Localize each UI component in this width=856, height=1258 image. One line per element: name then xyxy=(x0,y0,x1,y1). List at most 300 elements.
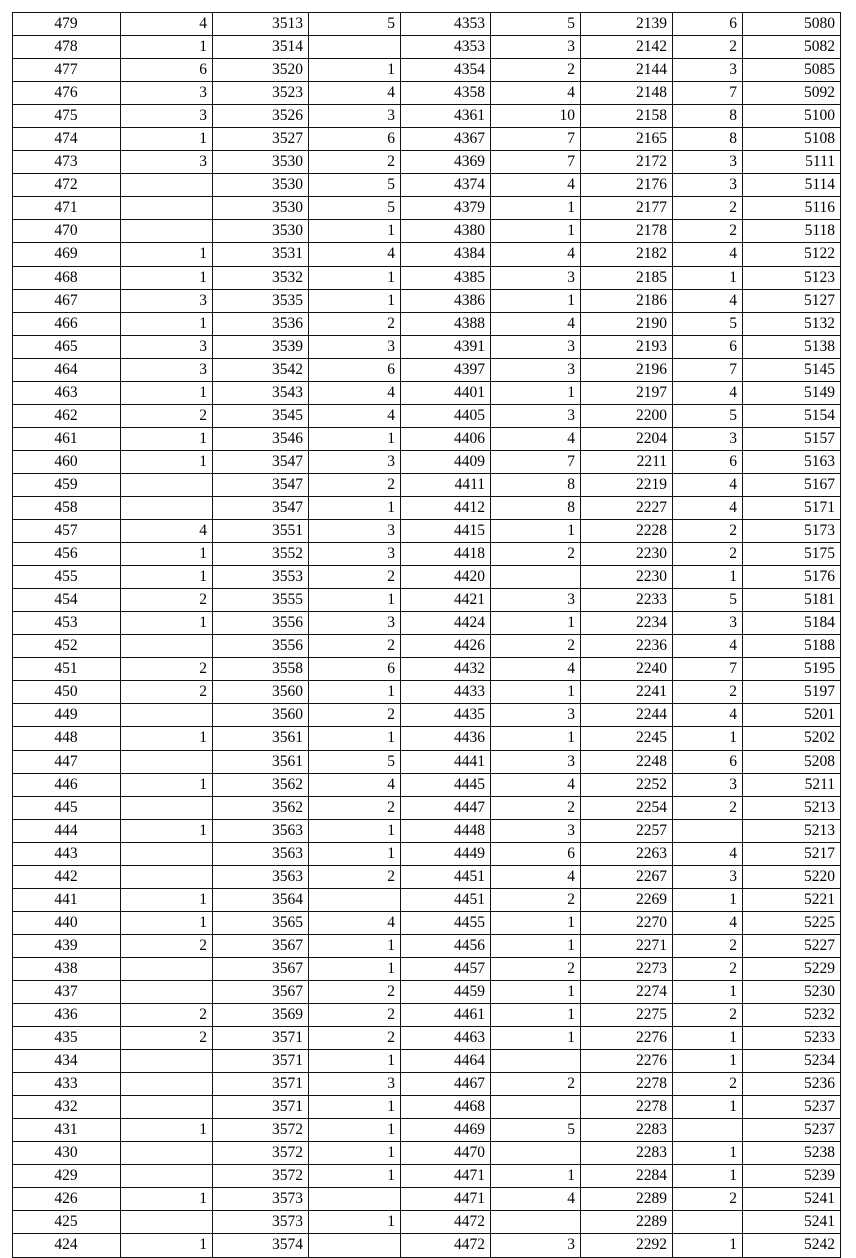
table-cell[interactable]: 4 xyxy=(309,82,401,105)
table-cell[interactable]: 3562 xyxy=(213,796,309,819)
table-cell[interactable]: 2211 xyxy=(581,450,673,473)
table-cell[interactable]: 5092 xyxy=(743,82,841,105)
table-cell[interactable]: 3556 xyxy=(213,612,309,635)
table-cell[interactable]: 1 xyxy=(121,911,213,934)
table-cell[interactable]: 4 xyxy=(309,404,401,427)
table-cell[interactable]: 2 xyxy=(491,59,581,82)
table-cell[interactable]: 5241 xyxy=(743,1188,841,1211)
table-cell[interactable]: 2165 xyxy=(581,128,673,151)
table-cell[interactable]: 5080 xyxy=(743,13,841,36)
table-cell[interactable]: 5242 xyxy=(743,1234,841,1257)
table-cell[interactable]: 2254 xyxy=(581,796,673,819)
table-cell[interactable]: 3547 xyxy=(213,496,309,519)
table-cell[interactable]: 5221 xyxy=(743,888,841,911)
table-row[interactable] xyxy=(13,289,841,312)
table-cell[interactable]: 5213 xyxy=(743,796,841,819)
table-cell[interactable]: 2 xyxy=(309,635,401,658)
table-cell[interactable]: 1 xyxy=(309,681,401,704)
table-cell[interactable] xyxy=(121,473,213,496)
table-cell[interactable]: 1 xyxy=(309,727,401,750)
table-cell[interactable]: 3 xyxy=(491,36,581,59)
table-cell[interactable]: 443 xyxy=(13,842,121,865)
table-cell[interactable]: 3553 xyxy=(213,566,309,589)
table-cell[interactable]: 3 xyxy=(309,543,401,566)
table-cell[interactable]: 4435 xyxy=(401,704,491,727)
table-cell[interactable]: 3546 xyxy=(213,427,309,450)
table-cell[interactable]: 1 xyxy=(309,934,401,957)
table-cell[interactable]: 1 xyxy=(673,1027,743,1050)
table-cell[interactable]: 3 xyxy=(491,358,581,381)
table-cell[interactable]: 8 xyxy=(673,105,743,128)
table-cell[interactable]: 1 xyxy=(309,1211,401,1234)
table-cell[interactable]: 3539 xyxy=(213,335,309,358)
table-cell[interactable]: 5201 xyxy=(743,704,841,727)
table-cell[interactable]: 462 xyxy=(13,404,121,427)
table-cell[interactable]: 5227 xyxy=(743,934,841,957)
table-cell[interactable]: 5217 xyxy=(743,842,841,865)
table-cell[interactable]: 3 xyxy=(121,358,213,381)
table-cell[interactable]: 2200 xyxy=(581,404,673,427)
table-cell[interactable]: 5 xyxy=(673,312,743,335)
table-cell[interactable]: 3547 xyxy=(213,450,309,473)
table-cell[interactable]: 3 xyxy=(673,612,743,635)
table-cell[interactable] xyxy=(491,1211,581,1234)
table-row[interactable] xyxy=(13,957,841,980)
table-cell[interactable]: 4471 xyxy=(401,1165,491,1188)
table-cell[interactable]: 4369 xyxy=(401,151,491,174)
table-cell[interactable]: 424 xyxy=(13,1234,121,1257)
table-cell[interactable]: 3571 xyxy=(213,1073,309,1096)
table-cell[interactable]: 2177 xyxy=(581,197,673,220)
table-cell[interactable]: 2 xyxy=(491,1073,581,1096)
table-cell[interactable]: 1 xyxy=(309,59,401,82)
table-cell[interactable] xyxy=(673,819,743,842)
table-cell[interactable]: 1 xyxy=(491,381,581,404)
table-cell[interactable]: 2228 xyxy=(581,520,673,543)
table-cell[interactable]: 2 xyxy=(673,1073,743,1096)
table-cell[interactable]: 2 xyxy=(121,658,213,681)
table-cell[interactable]: 5232 xyxy=(743,1004,841,1027)
table-cell[interactable]: 5238 xyxy=(743,1142,841,1165)
table-cell[interactable]: 4 xyxy=(673,381,743,404)
table-cell[interactable]: 4412 xyxy=(401,496,491,519)
table-cell[interactable]: 4 xyxy=(491,243,581,266)
table-cell[interactable]: 4415 xyxy=(401,520,491,543)
table-cell[interactable]: 4 xyxy=(309,243,401,266)
table-cell[interactable]: 430 xyxy=(13,1142,121,1165)
table-cell[interactable]: 5123 xyxy=(743,266,841,289)
table-cell[interactable]: 1 xyxy=(491,197,581,220)
table-row[interactable] xyxy=(13,773,841,796)
table-cell[interactable]: 471 xyxy=(13,197,121,220)
table-cell[interactable]: 437 xyxy=(13,980,121,1003)
table-cell[interactable]: 1 xyxy=(309,1119,401,1142)
table-cell[interactable]: 5163 xyxy=(743,450,841,473)
table-cell[interactable]: 2197 xyxy=(581,381,673,404)
table-cell[interactable]: 4353 xyxy=(401,36,491,59)
table-cell[interactable] xyxy=(121,865,213,888)
table-row[interactable] xyxy=(13,1119,841,1142)
table-cell[interactable]: 5108 xyxy=(743,128,841,151)
table-cell[interactable]: 2 xyxy=(121,589,213,612)
table-cell[interactable]: 7 xyxy=(491,151,581,174)
table-cell[interactable]: 5181 xyxy=(743,589,841,612)
table-cell[interactable]: 2 xyxy=(673,934,743,957)
table-cell[interactable]: 6 xyxy=(673,335,743,358)
table-cell[interactable]: 2230 xyxy=(581,543,673,566)
table-row[interactable] xyxy=(13,1188,841,1211)
table-cell[interactable]: 4384 xyxy=(401,243,491,266)
table-cell[interactable]: 2193 xyxy=(581,335,673,358)
table-row[interactable] xyxy=(13,105,841,128)
table-cell[interactable]: 3 xyxy=(673,59,743,82)
table-cell[interactable]: 2292 xyxy=(581,1234,673,1257)
table-cell[interactable]: 4 xyxy=(491,427,581,450)
table-cell[interactable]: 4 xyxy=(673,473,743,496)
table-cell[interactable]: 3 xyxy=(491,404,581,427)
table-cell[interactable]: 5154 xyxy=(743,404,841,427)
table-cell[interactable]: 1 xyxy=(491,911,581,934)
table-cell[interactable]: 1 xyxy=(121,1119,213,1142)
table-cell[interactable]: 5 xyxy=(309,13,401,36)
table-cell[interactable]: 3 xyxy=(121,289,213,312)
table-cell[interactable]: 2230 xyxy=(581,566,673,589)
table-cell[interactable]: 429 xyxy=(13,1165,121,1188)
table-cell[interactable]: 3 xyxy=(121,82,213,105)
table-row[interactable] xyxy=(13,819,841,842)
table-cell[interactable]: 2248 xyxy=(581,750,673,773)
table-cell[interactable]: 5085 xyxy=(743,59,841,82)
table-cell[interactable]: 5138 xyxy=(743,335,841,358)
table-cell[interactable]: 476 xyxy=(13,82,121,105)
table-cell[interactable]: 1 xyxy=(491,1165,581,1188)
table-cell[interactable]: 5202 xyxy=(743,727,841,750)
table-cell[interactable]: 5116 xyxy=(743,197,841,220)
table-cell[interactable]: 2241 xyxy=(581,681,673,704)
table-cell[interactable]: 2283 xyxy=(581,1119,673,1142)
table-row[interactable] xyxy=(13,934,841,957)
table-cell[interactable] xyxy=(673,1119,743,1142)
table-cell[interactable]: 6 xyxy=(673,13,743,36)
table-cell[interactable]: 454 xyxy=(13,589,121,612)
table-cell[interactable]: 3571 xyxy=(213,1096,309,1119)
table-cell[interactable]: 4 xyxy=(491,82,581,105)
table-cell[interactable]: 2 xyxy=(309,312,401,335)
table-cell[interactable]: 4 xyxy=(491,773,581,796)
table-cell[interactable]: 5184 xyxy=(743,612,841,635)
table-cell[interactable]: 1 xyxy=(673,1165,743,1188)
table-cell[interactable]: 4459 xyxy=(401,980,491,1003)
table-row[interactable] xyxy=(13,243,841,266)
table-cell[interactable] xyxy=(121,980,213,1003)
table-cell[interactable] xyxy=(309,1188,401,1211)
table-cell[interactable]: 3 xyxy=(491,335,581,358)
table-cell[interactable] xyxy=(121,1073,213,1096)
table-cell[interactable]: 3574 xyxy=(213,1234,309,1257)
table-cell[interactable]: 2142 xyxy=(581,36,673,59)
table-cell[interactable]: 4471 xyxy=(401,1188,491,1211)
table-cell[interactable]: 4406 xyxy=(401,427,491,450)
table-cell[interactable] xyxy=(121,197,213,220)
table-cell[interactable]: 2 xyxy=(309,473,401,496)
table-row[interactable] xyxy=(13,312,841,335)
table-row[interactable] xyxy=(13,566,841,589)
table-cell[interactable]: 6 xyxy=(673,750,743,773)
table-cell[interactable] xyxy=(121,842,213,865)
table-cell[interactable]: 1 xyxy=(309,1165,401,1188)
table-cell[interactable]: 4436 xyxy=(401,727,491,750)
table-cell[interactable]: 5197 xyxy=(743,681,841,704)
table-cell[interactable]: 469 xyxy=(13,243,121,266)
table-row[interactable] xyxy=(13,197,841,220)
table-cell[interactable]: 2278 xyxy=(581,1073,673,1096)
table-cell[interactable]: 1 xyxy=(121,819,213,842)
table-row[interactable] xyxy=(13,266,841,289)
table-cell[interactable]: 3 xyxy=(491,1234,581,1257)
table-cell[interactable]: 2190 xyxy=(581,312,673,335)
table-cell[interactable]: 3 xyxy=(673,151,743,174)
table-cell[interactable]: 4353 xyxy=(401,13,491,36)
table-cell[interactable]: 4457 xyxy=(401,957,491,980)
table-cell[interactable]: 5229 xyxy=(743,957,841,980)
table-cell[interactable]: 2278 xyxy=(581,1096,673,1119)
table-cell[interactable]: 4448 xyxy=(401,819,491,842)
table-cell[interactable]: 5239 xyxy=(743,1165,841,1188)
table-cell[interactable]: 3563 xyxy=(213,842,309,865)
table-cell[interactable]: 1 xyxy=(309,589,401,612)
table-cell[interactable]: 4433 xyxy=(401,681,491,704)
table-cell[interactable]: 3530 xyxy=(213,220,309,243)
table-cell[interactable]: 4464 xyxy=(401,1050,491,1073)
table-row[interactable] xyxy=(13,220,841,243)
table-cell[interactable]: 5149 xyxy=(743,381,841,404)
table-cell[interactable]: 4391 xyxy=(401,335,491,358)
table-cell[interactable]: 431 xyxy=(13,1119,121,1142)
table-cell[interactable]: 2 xyxy=(673,681,743,704)
table-cell[interactable]: 3527 xyxy=(213,128,309,151)
table-row[interactable] xyxy=(13,496,841,519)
table-cell[interactable]: 5176 xyxy=(743,566,841,589)
table-cell[interactable]: 2139 xyxy=(581,13,673,36)
table-cell[interactable]: 4386 xyxy=(401,289,491,312)
table-cell[interactable]: 3560 xyxy=(213,704,309,727)
table-cell[interactable]: 2196 xyxy=(581,358,673,381)
table-cell[interactable]: 2 xyxy=(491,543,581,566)
table-cell[interactable]: 3551 xyxy=(213,520,309,543)
table-cell[interactable]: 479 xyxy=(13,13,121,36)
table-cell[interactable] xyxy=(121,1142,213,1165)
table-cell[interactable]: 3 xyxy=(121,151,213,174)
table-cell[interactable]: 2240 xyxy=(581,658,673,681)
table-cell[interactable]: 3514 xyxy=(213,36,309,59)
table-cell[interactable]: 4 xyxy=(673,496,743,519)
table-cell[interactable]: 3573 xyxy=(213,1188,309,1211)
table-cell[interactable]: 472 xyxy=(13,174,121,197)
table-cell[interactable]: 5236 xyxy=(743,1073,841,1096)
table-row[interactable] xyxy=(13,888,841,911)
table-cell[interactable]: 473 xyxy=(13,151,121,174)
table-cell[interactable]: 3 xyxy=(309,450,401,473)
table-row[interactable] xyxy=(13,82,841,105)
table-row[interactable] xyxy=(13,980,841,1003)
table-cell[interactable]: 433 xyxy=(13,1073,121,1096)
table-cell[interactable]: 1 xyxy=(491,289,581,312)
table-row[interactable] xyxy=(13,750,841,773)
table-cell[interactable]: 4397 xyxy=(401,358,491,381)
table-cell[interactable]: 4 xyxy=(673,911,743,934)
table-cell[interactable]: 2 xyxy=(673,957,743,980)
table-cell[interactable]: 3569 xyxy=(213,1004,309,1027)
table-cell[interactable]: 2257 xyxy=(581,819,673,842)
table-cell[interactable]: 3 xyxy=(673,773,743,796)
table-cell[interactable]: 2 xyxy=(309,1004,401,1027)
table-cell[interactable]: 3567 xyxy=(213,980,309,1003)
table-cell[interactable]: 2 xyxy=(121,404,213,427)
table-cell[interactable]: 4 xyxy=(673,289,743,312)
table-cell[interactable]: 5 xyxy=(309,174,401,197)
table-cell[interactable]: 5 xyxy=(673,589,743,612)
table-cell[interactable]: 5173 xyxy=(743,520,841,543)
table-cell[interactable]: 2 xyxy=(673,1188,743,1211)
table-cell[interactable]: 460 xyxy=(13,450,121,473)
table-cell[interactable]: 2 xyxy=(309,980,401,1003)
table-row[interactable] xyxy=(13,543,841,566)
table-cell[interactable]: 1 xyxy=(673,1096,743,1119)
table-cell[interactable]: 2 xyxy=(309,566,401,589)
table-cell[interactable]: 3 xyxy=(491,589,581,612)
table-cell[interactable]: 3542 xyxy=(213,358,309,381)
table-row[interactable] xyxy=(13,1096,841,1119)
table-cell[interactable]: 3526 xyxy=(213,105,309,128)
table-cell[interactable]: 5100 xyxy=(743,105,841,128)
table-cell[interactable]: 4470 xyxy=(401,1142,491,1165)
table-row[interactable] xyxy=(13,1027,841,1050)
table-cell[interactable] xyxy=(121,750,213,773)
table-cell[interactable] xyxy=(491,566,581,589)
table-cell[interactable]: 4456 xyxy=(401,934,491,957)
table-cell[interactable]: 5111 xyxy=(743,151,841,174)
table-cell[interactable]: 3563 xyxy=(213,865,309,888)
table-cell[interactable]: 464 xyxy=(13,358,121,381)
table-cell[interactable]: 4 xyxy=(673,842,743,865)
table-cell[interactable]: 5213 xyxy=(743,819,841,842)
table-cell[interactable] xyxy=(121,1211,213,1234)
table-cell[interactable]: 455 xyxy=(13,566,121,589)
table-cell[interactable]: 1 xyxy=(491,612,581,635)
table-row[interactable] xyxy=(13,658,841,681)
table-cell[interactable] xyxy=(491,1050,581,1073)
table-cell[interactable]: 1 xyxy=(121,543,213,566)
table-cell[interactable]: 2 xyxy=(491,957,581,980)
table-cell[interactable]: 4 xyxy=(309,911,401,934)
table-cell[interactable]: 2227 xyxy=(581,496,673,519)
table-cell[interactable]: 1 xyxy=(121,773,213,796)
table-cell[interactable]: 4461 xyxy=(401,1004,491,1027)
table-cell[interactable]: 5 xyxy=(491,13,581,36)
table-row[interactable] xyxy=(13,842,841,865)
table-row[interactable] xyxy=(13,59,841,82)
table-cell[interactable]: 4418 xyxy=(401,543,491,566)
table-row[interactable] xyxy=(13,404,841,427)
table-cell[interactable]: 3572 xyxy=(213,1165,309,1188)
table-cell[interactable]: 4361 xyxy=(401,105,491,128)
table-row[interactable] xyxy=(13,1004,841,1027)
table-cell[interactable]: 5 xyxy=(309,750,401,773)
table-cell[interactable]: 3 xyxy=(673,174,743,197)
table-cell[interactable]: 2 xyxy=(673,197,743,220)
table-cell[interactable]: 5220 xyxy=(743,865,841,888)
table-row[interactable] xyxy=(13,520,841,543)
table-cell[interactable]: 5118 xyxy=(743,220,841,243)
table-cell[interactable]: 5145 xyxy=(743,358,841,381)
table-cell[interactable]: 2 xyxy=(673,1004,743,1027)
table-cell[interactable]: 1 xyxy=(121,128,213,151)
table-cell[interactable]: 2274 xyxy=(581,980,673,1003)
table-cell[interactable]: 3560 xyxy=(213,681,309,704)
table-cell[interactable]: 468 xyxy=(13,266,121,289)
table-cell[interactable]: 4 xyxy=(309,381,401,404)
table-row[interactable] xyxy=(13,635,841,658)
table-cell[interactable]: 2 xyxy=(121,1004,213,1027)
table-cell[interactable]: 4 xyxy=(673,635,743,658)
table-cell[interactable]: 451 xyxy=(13,658,121,681)
table-cell[interactable]: 2 xyxy=(673,36,743,59)
table-cell[interactable]: 4463 xyxy=(401,1027,491,1050)
table-cell[interactable]: 2271 xyxy=(581,934,673,957)
table-cell[interactable]: 1 xyxy=(491,1004,581,1027)
table-cell[interactable]: 3 xyxy=(309,520,401,543)
table-cell[interactable]: 2236 xyxy=(581,635,673,658)
table-cell[interactable]: 5 xyxy=(673,404,743,427)
table-cell[interactable]: 4 xyxy=(673,243,743,266)
table-cell[interactable]: 4472 xyxy=(401,1234,491,1257)
table-cell[interactable]: 1 xyxy=(491,980,581,1003)
table-cell[interactable]: 3 xyxy=(309,612,401,635)
table-cell[interactable]: 5167 xyxy=(743,473,841,496)
table-cell[interactable]: 4401 xyxy=(401,381,491,404)
table-cell[interactable]: 3561 xyxy=(213,750,309,773)
table-cell[interactable]: 3513 xyxy=(213,13,309,36)
table-cell[interactable]: 1 xyxy=(673,1234,743,1257)
table-cell[interactable]: 4 xyxy=(491,865,581,888)
table-cell[interactable]: 3520 xyxy=(213,59,309,82)
table-cell[interactable]: 450 xyxy=(13,681,121,704)
table-cell[interactable]: 2148 xyxy=(581,82,673,105)
table-cell[interactable]: 4 xyxy=(121,520,213,543)
table-row[interactable] xyxy=(13,128,841,151)
table-cell[interactable] xyxy=(309,1234,401,1257)
table-cell[interactable]: 5233 xyxy=(743,1027,841,1050)
table-cell[interactable]: 6 xyxy=(491,842,581,865)
table-cell[interactable]: 467 xyxy=(13,289,121,312)
table-cell[interactable]: 3571 xyxy=(213,1027,309,1050)
table-cell[interactable]: 1 xyxy=(121,450,213,473)
table-cell[interactable]: 2 xyxy=(309,865,401,888)
table-cell[interactable]: 3547 xyxy=(213,473,309,496)
table-cell[interactable]: 4405 xyxy=(401,404,491,427)
table-row[interactable] xyxy=(13,1211,841,1234)
table-row[interactable] xyxy=(13,1073,841,1096)
table-cell[interactable]: 448 xyxy=(13,727,121,750)
table-cell[interactable]: 456 xyxy=(13,543,121,566)
table-cell[interactable]: 1 xyxy=(309,220,401,243)
table-cell[interactable] xyxy=(121,1096,213,1119)
table-cell[interactable] xyxy=(121,1165,213,1188)
table-row[interactable] xyxy=(13,727,841,750)
table-cell[interactable]: 1 xyxy=(121,1234,213,1257)
table-cell[interactable]: 2 xyxy=(491,888,581,911)
table-cell[interactable]: 3 xyxy=(673,865,743,888)
